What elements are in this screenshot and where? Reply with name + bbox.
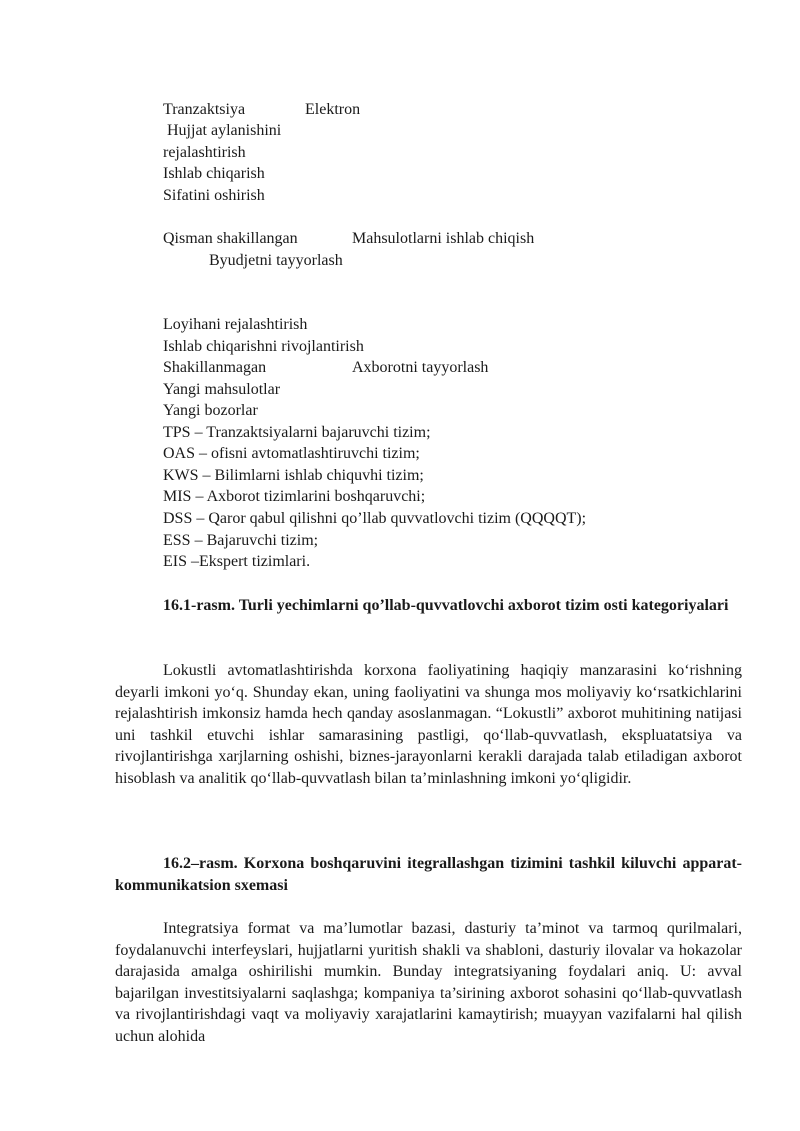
diagram-label-loyihani: Loyihani rejalashtirish	[163, 316, 308, 333]
legend-item: OAS – ofisni avtomatlashtiruvchi tizim;	[163, 445, 420, 462]
legend-item: ESS – Bajaruvchi tizim;	[163, 532, 319, 549]
diagram-label-shakillanmagan: Shakillanmagan	[163, 359, 267, 376]
diagram-label-axborotni: Axborotni tayyorlash	[352, 359, 489, 376]
diagram-label-yangi-bozorlar: Yangi bozorlar	[163, 402, 258, 419]
diagram-label-rivojlantirish: Ishlab chiqarishni rivojlantirish	[163, 338, 364, 355]
diagram-label-yangi-mahsulotlar: Yangi mahsulotlar	[163, 381, 281, 398]
legend-item: TPS – Tranzaktsiyalarni bajaruvchi tizim;	[163, 424, 431, 441]
diagram-label-byudjet: Byudjetni tayyorlash	[209, 252, 343, 269]
figure-caption-16-2: 16.2–rasm. Korxona boshqaruvini itegrallashgan tizimini tashkil kiluvchi apparat-kommunikatsion sxemasi	[115, 855, 742, 894]
figure-caption-16-1: 16.1-rasm. Turli yechimlarni qo’llab-quvvatlovchi axborot tizim osti kategoriyalari	[163, 597, 729, 614]
legend-item: KWS – Bilimlarni ishlab chiquvhi tizim;	[163, 467, 424, 484]
legend-item: EIS –Ekspert tizimlari.	[163, 553, 311, 570]
diagram-label-qisman: Qisman shakillangan	[163, 230, 298, 247]
diagram-label-hujjat: Hujjat aylanishini	[167, 122, 282, 139]
body-paragraph: Lokustli avtomatlashtirishda korxona faoliyatining haqiqiy manzarasini koʻrishning deyarli imkoni yoʻq. Shunday ekan, uning faoliyatini va shunga mos moliyaviy koʻrsatkichlarini rejalashtirish imkonsiz hamda hech qanday asoslanmagan. “Lokustli” axborot muhitining natijasi uni tashkil etuvchi ishlar samarasining pastligi, qoʻllab-quvvatlash, ekspluatatsiya va rivojlantirishga xarjlarning oshishi, biznes-jarayonlarni kerakli darajada talab etiladigan axborot hisoblash va analitik qoʻllab-quvvatlash bilan ta’minlashning imkoni yoʻqligidir.	[115, 662, 742, 787]
diagram-label-tranzaktsiya: Tranzaktsiya	[163, 101, 246, 118]
diagram-label-ishlab-chiqarish: Ishlab chiqarish	[163, 165, 265, 182]
body-paragraph: Integratsiya format va ma’lumotlar bazasi, dasturiy ta’minot va tarmoq qurilmalari, foydalanuvchi interfeyslari, hujjatlarni yuritish shakli va shabloni, dasturiy ilovalar va hokazolar darajasida amalga oshirilishi mumkin. Bunday integratsiyaning foydalari aniq. U: avval bajarilgan investitsiyalarni saqlashga; kompaniya ta’sirining axborot sohasini qoʻllab-quvvatlash va rivojlantirishdagi vaqt va moliyaviy xarajatlarini kamaytirish; muayyan vazifalarni hal qilish uchun alohida	[115, 920, 742, 1045]
diagram-label-rejalashtirish: rejalashtirish	[163, 144, 246, 161]
diagram-label-sifatini: Sifatini oshirish	[163, 187, 265, 204]
legend-item: DSS – Qaror qabul qilishni qo’llab quvvatlovchi tizim (QQQQT);	[163, 510, 587, 527]
diagram-label-elektron: Elektron	[305, 101, 361, 118]
legend-item: MIS – Axborot tizimlarini boshqaruvchi;	[163, 488, 426, 505]
diagram-label-mahsulotlarni: Mahsulotlarni ishlab chiqish	[352, 230, 535, 247]
